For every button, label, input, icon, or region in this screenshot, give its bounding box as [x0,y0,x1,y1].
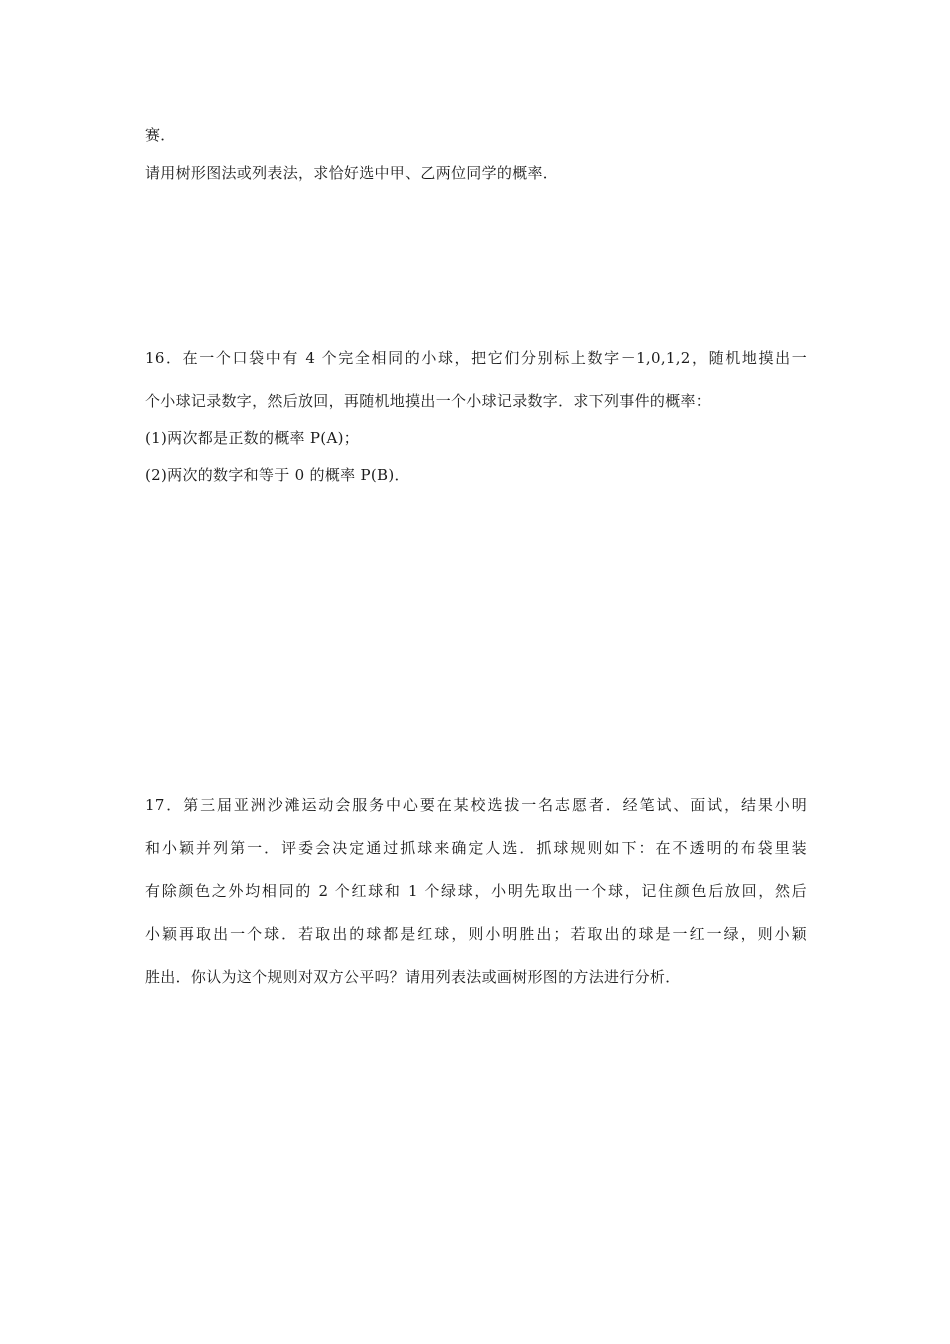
q17-line-2: 和小颖并列第一．评委会决定通过抓球来确定人选．抓球规则如下：在不透明的布袋里装 [145,839,807,857]
q15-continuation-line: 赛． [145,126,176,144]
q17-line-4: 小颖再取出一个球．若取出的球都是红球，则小明胜出；若取出的球是一红一绿，则小颖 [145,925,807,943]
q17-line-1: 17．第三届亚洲沙滩运动会服务中心要在某校选拔一名志愿者．经笔试、面试，结果小明 [145,796,807,814]
q16-line-1: 16．在一个口袋中有 4 个完全相同的小球，把它们分别标上数字－1,0,1,2，随机地摸出一 [145,349,807,367]
q17-line-5: 胜出．你认为这个规则对双方公平吗？请用列表法或画树形图的方法进行分析． [145,968,681,986]
q17-line-3: 有除颜色之外均相同的 2 个红球和 1 个绿球，小明先取出一个球，记住颜色后放回，然后 [145,882,807,900]
q16-part-2: (2)两次的数字和等于 0 的概率 P(B)． [145,466,410,484]
q15-question-text: 请用树形图法或列表法，求恰好选中甲、乙两位同学的概率． [145,164,559,182]
q16-part-1: (1)两次都是正数的概率 P(A)； [145,429,360,447]
q16-line-2: 个小球记录数字，然后放回，再随机地摸出一个小球记录数字．求下列事件的概率： [145,392,712,410]
